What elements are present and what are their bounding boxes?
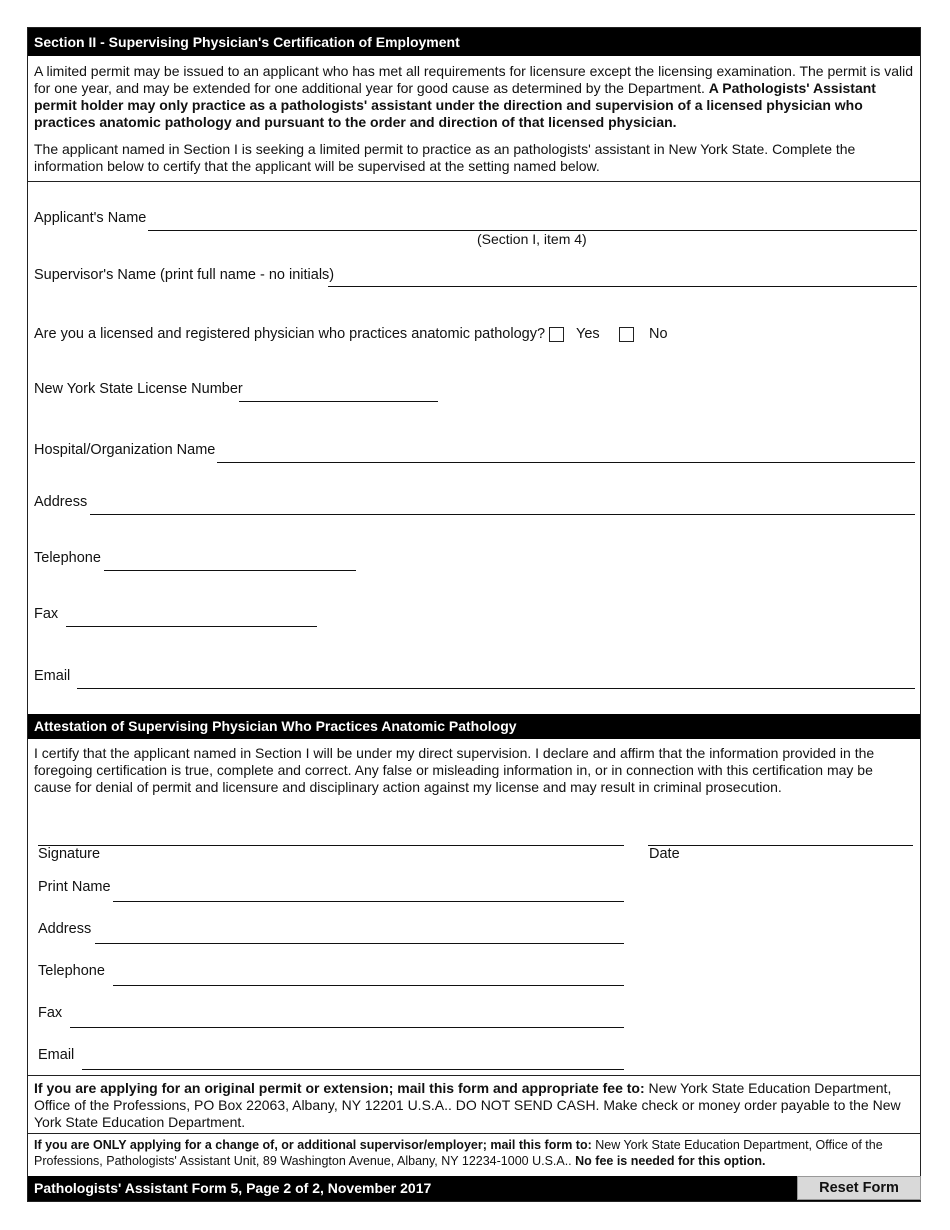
no-label: No [649,326,668,342]
licensed-question: Are you a licensed and registered physician who practices anatomic pathology? [34,326,546,342]
attest-email-label: Email [38,1047,75,1063]
reset-form-button[interactable]: Reset Form [797,1176,921,1200]
mailing-change-bold-end: No fee is needed for this option. [575,1154,766,1168]
divider [28,181,920,182]
section-2-header: Section II - Supervising Physician's Certification of Employment [28,28,920,56]
attestation-text: I certify that the applicant named in Section I will be under my direct supervision. I declare and affirm that the information provided in the foregoing certification is true, complete and correct. Any false or misleading information in, or in connection with this certification may be cause for denial of permit and licensure and disciplinary action against my license and may result in criminal prosecution. [34,745,875,795]
hospital-field[interactable] [217,462,915,463]
attest-address-label: Address [38,921,92,937]
attestation-header: Attestation of Supervising Physician Who Practices Anatomic Pathology [28,714,920,739]
supervisor-name-field[interactable] [328,286,917,287]
email-label: Email [34,668,71,684]
print-name-field[interactable] [113,901,624,902]
intro-bold: A Pathologists' Assistant permit holder may only practice as a pathologists' assistant under the direction and supervision of a licensed physician who practices anatomic pathology and pursuant to the order and direction of that licensed physician. [34,80,876,130]
form-id: Pathologists' Assistant Form 5, Page 2 of 2, November 2017 [34,1180,432,1196]
attest-telephone-label: Telephone [38,963,105,979]
attest-email-field[interactable] [82,1069,624,1070]
mailing-original-bold: If you are applying for an original permit or extension; mail this form and appropriate fee to: [34,1080,645,1096]
address-label: Address [34,494,88,510]
supervisor-name-label: Supervisor's Name (print full name - no initials) [34,267,335,283]
hospital-label: Hospital/Organization Name [34,442,216,458]
telephone-label: Telephone [34,550,101,566]
attest-fax-field[interactable] [70,1027,624,1028]
signature-field[interactable] [38,845,624,846]
mailing-change-text: New York State Education Department, Office of the Professions, Pathologists' Assistant Unit, 89 Washington Avenue, Albany, NY 12234-1000 U.S.A.. [34,1138,883,1168]
section-2-intro-2: The applicant named in Section I is seeking a limited permit to practice as an pathologists' assistant in New York State. Complete the information below to certify that the applicant will be supervised at the setting named below. [34,141,856,174]
intro-plain: A limited permit may be issued to an applicant who has met all requirements for licensure except the licensing examination. The permit is valid for one year, and may be extended for one additional year for good cause as determined by the Department. [34,63,914,96]
applicant-name-note: (Section I, item 4) [477,231,587,247]
yes-label: Yes [576,326,600,342]
license-number-label: New York State License Number [34,381,243,397]
yes-checkbox[interactable] [549,327,564,342]
print-name-label: Print Name [38,879,111,895]
date-field[interactable] [648,845,913,846]
attest-address-field[interactable] [95,943,624,944]
date-label: Date [649,846,680,862]
fax-field[interactable] [66,626,317,627]
email-field[interactable] [77,688,915,689]
no-checkbox[interactable] [619,327,634,342]
footer-bar [28,1176,920,1201]
signature-label: Signature [38,846,101,862]
form-page [27,27,921,1202]
mailing-change [34,1137,914,1169]
address-field[interactable] [90,514,915,515]
license-number-field[interactable] [239,401,438,402]
fax-label: Fax [34,606,59,622]
mailing-original [34,1080,914,1131]
telephone-field[interactable] [104,570,356,571]
section-2-intro [34,63,914,131]
mailing-change-bold: If you are ONLY applying for a change of, or additional supervisor/employer; mail this form to: [34,1138,592,1152]
divider [28,1133,920,1134]
mailing-original-text: New York State Education Department, Office of the Professions, PO Box 22063, Albany, NY 12201 U.S.A.. DO NOT SEND CASH. Make check or money order payable to the New York State Education Department. [34,1080,901,1130]
applicant-name-label: Applicant's Name [34,210,147,226]
attest-fax-label: Fax [38,1005,63,1021]
attest-telephone-field[interactable] [113,985,624,986]
divider [28,1075,920,1076]
